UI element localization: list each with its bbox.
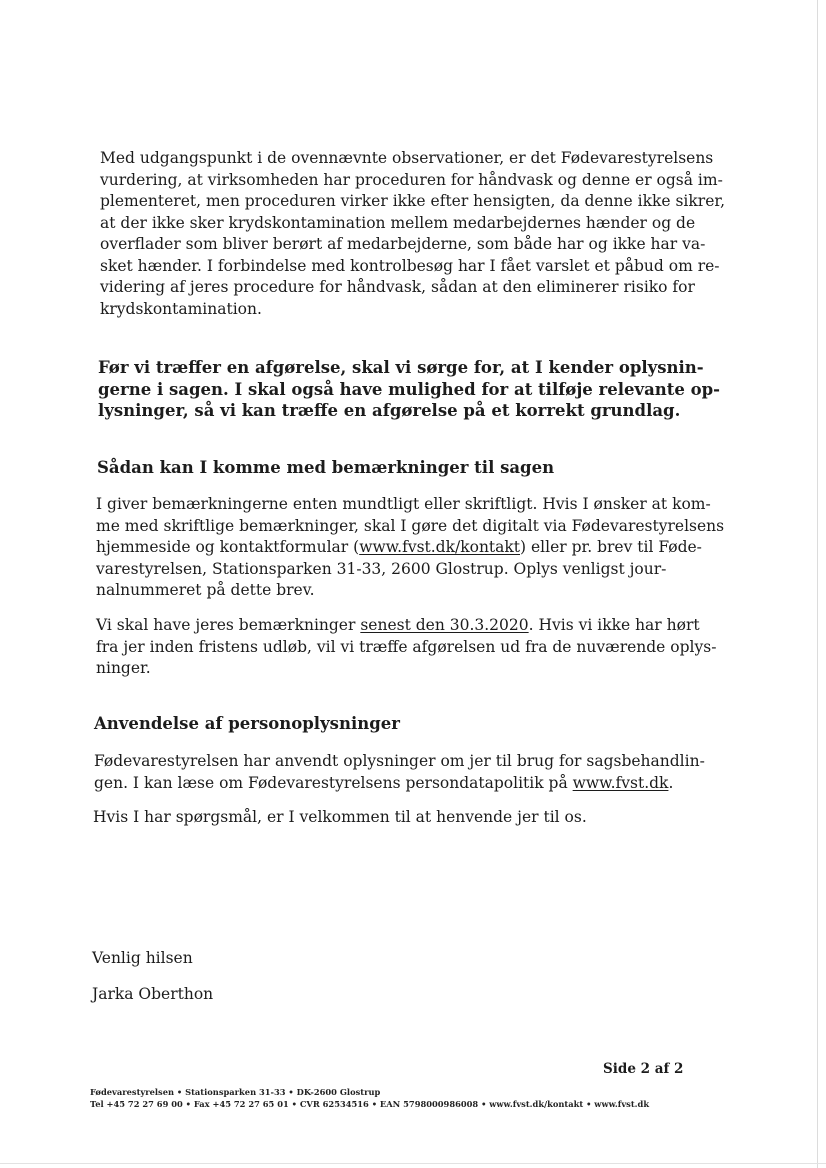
fvst-link[interactable]: www.fvst.dk bbox=[572, 773, 669, 792]
text-fragment: Vi skal have jeres bemærkninger bbox=[96, 616, 361, 634]
contact-link[interactable]: www.fvst.dk/kontakt bbox=[359, 538, 521, 556]
deadline-date: senest den 30.3.2020 bbox=[360, 616, 529, 634]
text-fragment: . Hvis vi ikke har hørt bbox=[528, 616, 700, 634]
deadline-paragraph bbox=[96, 615, 716, 680]
paragraph-line: overflader som bliver berørt af medarbejderne, som både har og ikke har va- bbox=[100, 235, 706, 253]
remarks-heading: Sådan kan I komme med bemærkninger til sagen bbox=[97, 458, 555, 477]
paragraph-line: me med skriftlige bemærkninger, skal I gøre det digitalt via Fødevarestyrelsens bbox=[96, 516, 725, 535]
personal-data-paragraph bbox=[94, 751, 705, 794]
decision-notice bbox=[98, 357, 720, 422]
signer-name: Jarka Oberthon bbox=[92, 985, 214, 1003]
paragraph-line: at der ikke sker krydskontamination mellem medarbejdernes hænder og de bbox=[100, 213, 696, 232]
paragraph-line: vurdering, at virksomheden har proceduren for håndvask og denne er også im- bbox=[100, 170, 723, 189]
personal-data-heading: Anvendelse af personoplysninger bbox=[94, 714, 400, 733]
text-fragment: hjemmeside og kontaktformular ( bbox=[96, 538, 360, 556]
questions-line: Hvis I har spørgsmål, er I velkommen til at henvende jer til os. bbox=[93, 808, 587, 826]
observation-paragraph bbox=[100, 148, 725, 320]
footer-address: Fødevarestyrelsen • Stationsparken 31-33 • DK-2600 Glostrup bbox=[90, 1087, 381, 1097]
scan-edge-bottom bbox=[0, 1163, 826, 1164]
text-fragment: ) eller pr. brev til Føde- bbox=[520, 538, 702, 556]
remarks-paragraph bbox=[96, 494, 724, 602]
paragraph-line: Fødevarestyrelsen har anvendt oplysninger om jer til brug for sagsbehandlin- bbox=[94, 752, 705, 770]
paragraph-line: videring af jeres procedure for håndvask, sådan at den eliminerer risiko for bbox=[100, 278, 695, 296]
paragraph-line: ninger. bbox=[96, 659, 151, 677]
notice-line: lysninger, så vi kan træffe en afgørelse på et korrekt grundlag. bbox=[98, 401, 681, 420]
text-fragment: gen. I kan læse om Fødevarestyrelsens persondatapolitik på bbox=[94, 773, 573, 792]
notice-line: Før vi træffer en afgørelse, skal vi sørge for, at I kender oplysnin- bbox=[98, 358, 704, 377]
paragraph-line: plementeret, men proceduren virker ikke efter hensigten, da denne ikke sikrer, bbox=[100, 192, 726, 210]
text-fragment: . bbox=[668, 773, 674, 792]
paragraph-line: fra jer inden fristens udløb, vil vi træffe afgørelsen ud fra de nuværende oplys- bbox=[96, 637, 717, 656]
notice-line: gerne i sagen. I skal også have mulighed for at tilføje relevante op- bbox=[98, 379, 721, 399]
paragraph-line: nalnummeret på dette brev. bbox=[96, 581, 315, 599]
paragraph-line: varestyrelsen, Stationsparken 31-33, 2600 Glostrup. Oplys venligst jour- bbox=[96, 559, 667, 578]
scan-edge-right bbox=[817, 0, 818, 1168]
greeting: Venlig hilsen bbox=[92, 949, 193, 967]
paragraph-line: sket hænder. I forbindelse med kontrolbesøg har I fået varslet et påbud om re- bbox=[100, 256, 720, 275]
paragraph-line bbox=[96, 615, 716, 637]
paragraph-line: Med udgangspunkt i de ovennævnte observationer, er det Fødevarestyrelsens bbox=[100, 149, 714, 167]
paragraph-line bbox=[94, 773, 705, 795]
footer-contact: Tel +45 72 27 69 00 • Fax +45 72 27 65 01 • CVR 62534516 • EAN 5798000986008 • www.fvst.dk/kontakt • www.fvst.dk bbox=[90, 1099, 650, 1109]
footer bbox=[90, 1086, 649, 1110]
paragraph-line bbox=[96, 537, 724, 559]
paragraph-line: krydskontamination. bbox=[100, 299, 262, 318]
page-number: Side 2 af 2 bbox=[603, 1061, 684, 1077]
paragraph-line: I giver bemærkningerne enten mundtligt eller skriftligt. Hvis I ønsker at kom- bbox=[96, 495, 711, 513]
